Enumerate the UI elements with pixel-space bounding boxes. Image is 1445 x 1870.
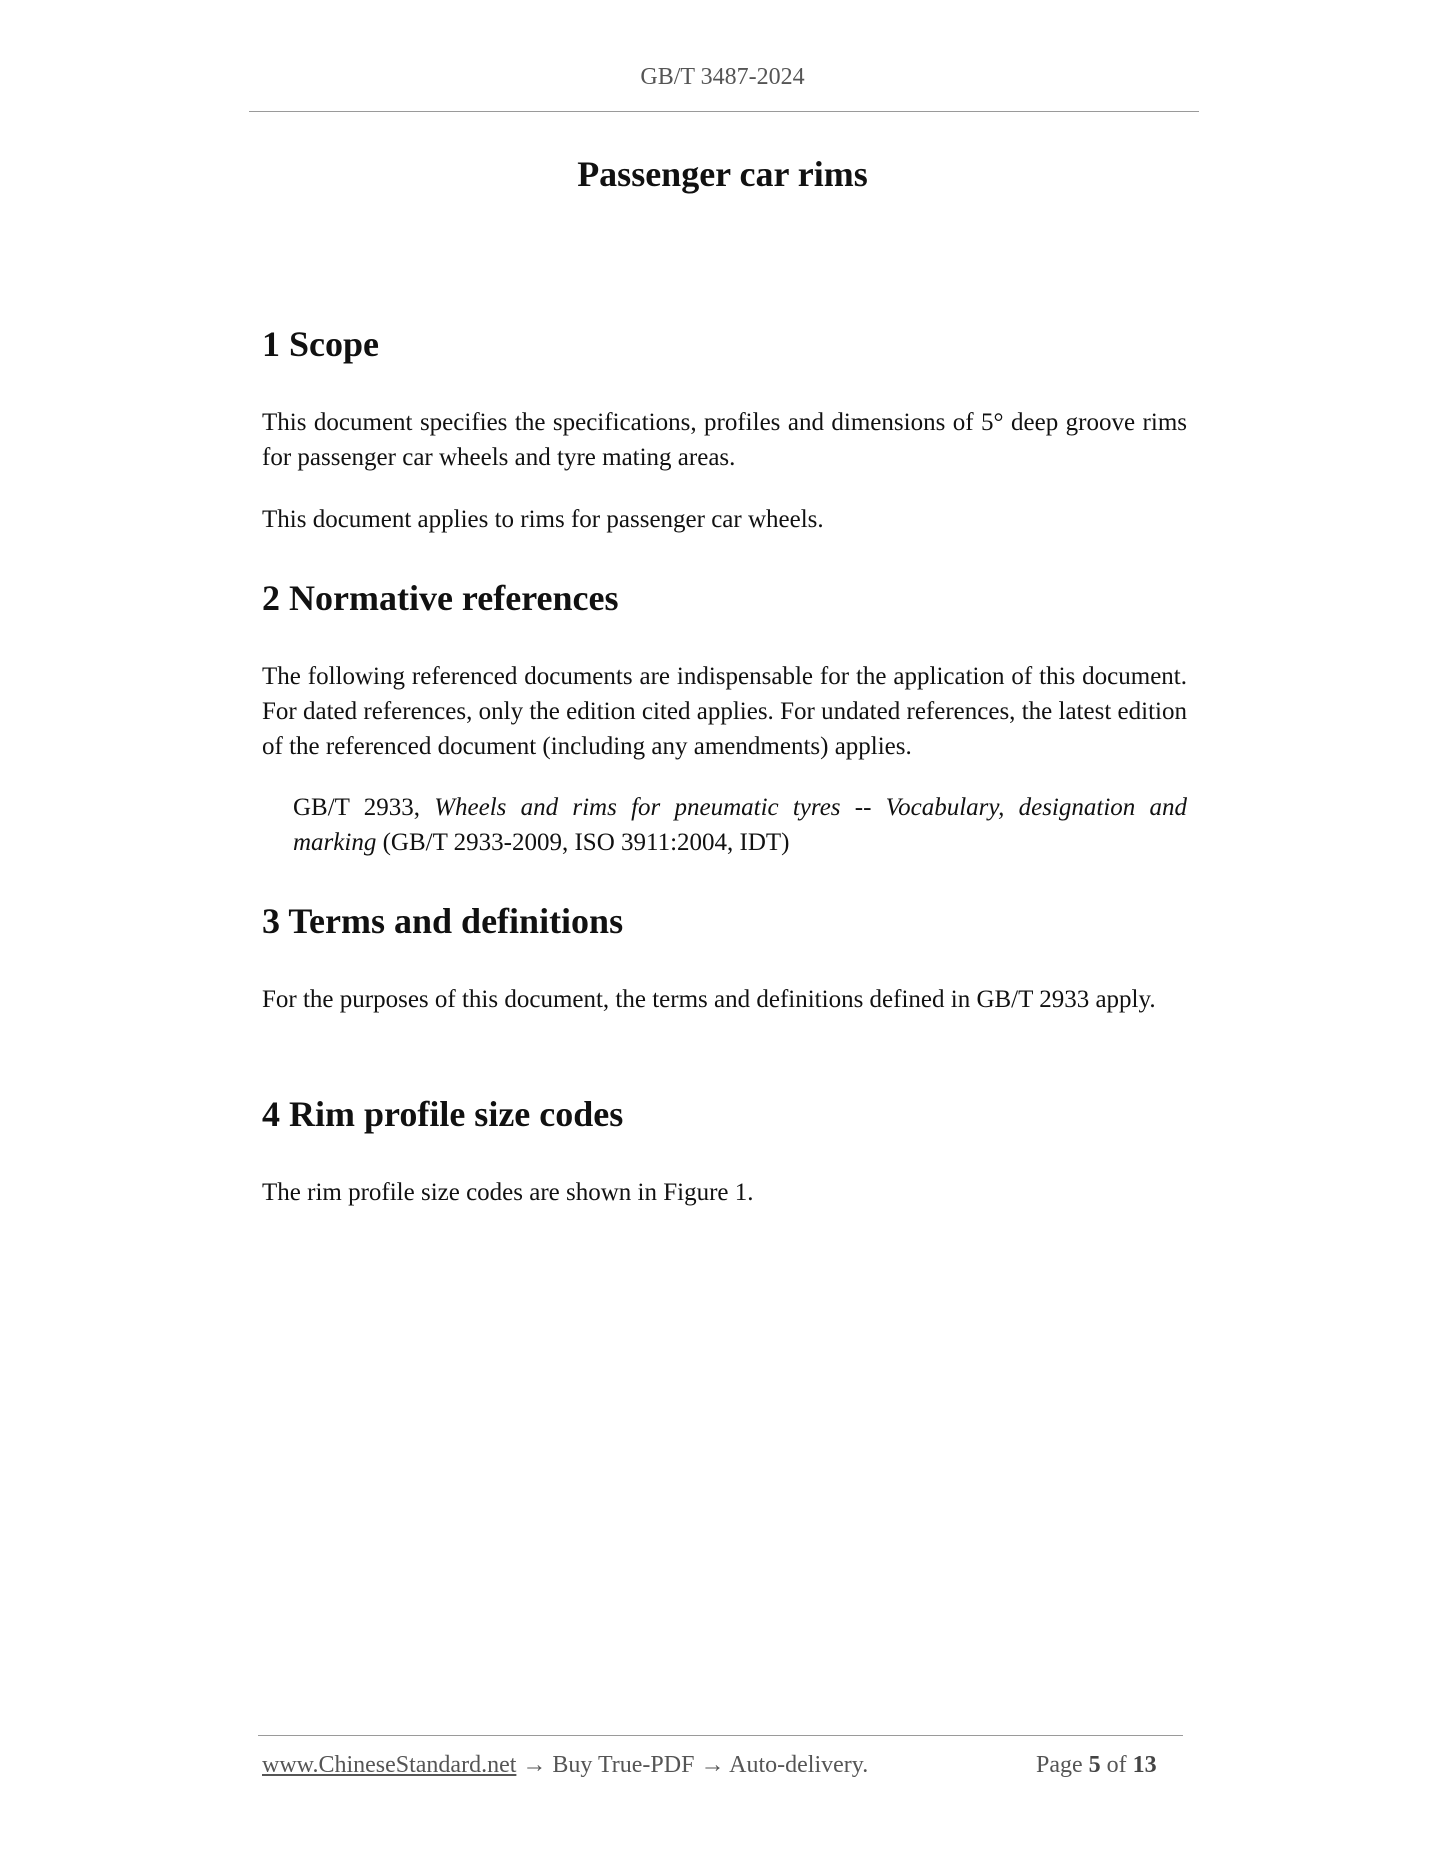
scope-paragraph-2: This document applies to rims for passenger car wheels. [262,506,824,533]
reference-title: Wheels and rims for pneumatic tyres -- Vocabulary, designation and marking [293,794,1187,856]
page-label: Page [1036,1752,1083,1778]
reference-suffix: (GB/T 2933-2009, ISO 3911:2004, IDT) [382,829,790,856]
section-heading-rim-profile-size-codes: 4 Rim profile size codes [262,1094,624,1134]
reference-entry [293,790,1187,860]
header-divider [249,111,1199,112]
scope-paragraph-1: This document specifies the specifications, profiles and dimensions of 5° deep groove rims for passenger car wheels and tyre mating areas. [262,409,1187,471]
footer-promo [262,1752,868,1779]
arrow-right-icon: → [700,1752,725,1778]
reference-code: GB/T 2933, [293,794,420,821]
footer-delivery-text: Auto-delivery. [729,1752,869,1778]
normative-references-paragraph: The following referenced documents are indispensable for the application of this document. For dated references, only the edition cited applies. For undated references, the latest edition of the referenced document (including any amendments) applies. [262,663,1187,760]
terms-definitions-paragraph: For the purposes of this document, the terms and definitions defined in GB/T 2933 apply. [262,986,1156,1013]
of-label: of [1106,1752,1127,1778]
page-total: 13 [1132,1752,1157,1778]
arrow-right-icon: → [522,1752,547,1778]
footer-buy-text: Buy True-PDF [552,1752,695,1778]
section-heading-scope: 1 Scope [262,324,379,364]
page-number: 5 [1088,1752,1101,1778]
rim-profile-paragraph: The rim profile size codes are shown in Figure 1. [262,1179,754,1206]
footer-website-link[interactable]: www.ChineseStandard.net [262,1752,517,1778]
page-indicator [1036,1752,1157,1779]
section-heading-terms-definitions: 3 Terms and definitions [262,901,624,941]
document-title: Passenger car rims [577,154,868,194]
footer-divider [258,1735,1183,1736]
header-doc-number: GB/T 3487-2024 [640,64,805,90]
section-heading-normative-references: 2 Normative references [262,578,619,618]
